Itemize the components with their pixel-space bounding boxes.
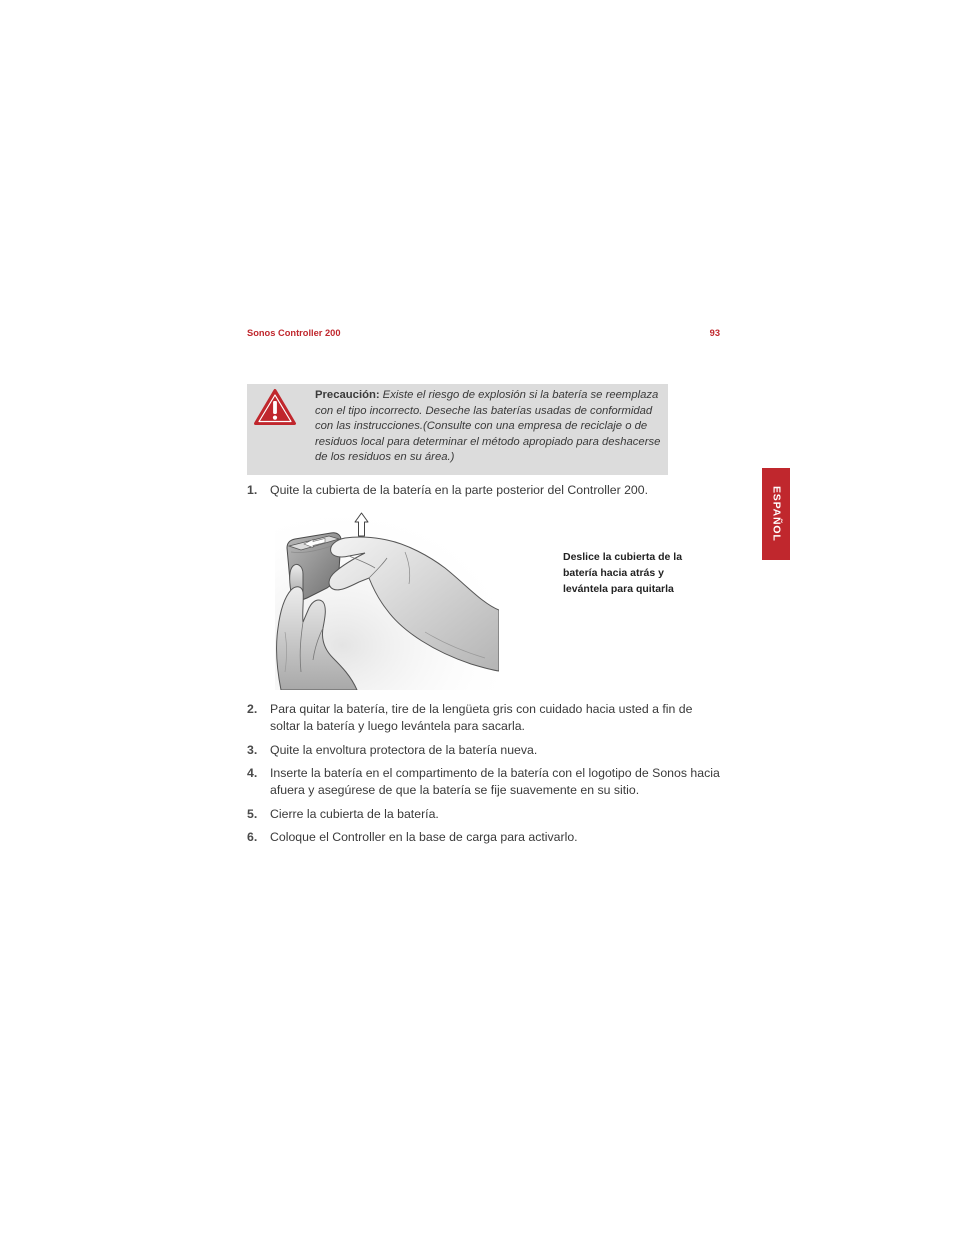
battery-cover-illustration xyxy=(275,512,499,690)
caution-line-text: Existe el riesgo de explosión si la batería se reemplaza xyxy=(382,389,659,401)
step-text-line: Para quitar la batería, tire de la lengüeta gris con cuidado hacia usted a fin de xyxy=(270,701,693,716)
step-text-line: Inserte la batería en el compartimento de la batería con el logotipo de Sonos hacia xyxy=(270,765,720,780)
running-header-title: Sonos Controller 200 xyxy=(247,328,341,338)
step-text xyxy=(270,829,578,846)
figure-caption xyxy=(563,549,682,597)
step-text xyxy=(270,742,537,759)
caution-label: Precaución: xyxy=(315,389,380,401)
caption-line: levántela para quitarla xyxy=(563,583,674,595)
caution-line: residuos local para determinar el método apropiado para deshacerse xyxy=(315,435,661,448)
step-number: 4. xyxy=(247,765,258,780)
language-tab-label: ESPAÑOL xyxy=(770,486,783,542)
step-number: 6. xyxy=(247,829,258,844)
caption-line: batería hacia atrás y xyxy=(563,567,664,579)
caution-text xyxy=(315,388,660,466)
language-tab xyxy=(762,468,790,560)
caution-line: con el tipo incorrecto. Deseche las baterías usadas de conformidad xyxy=(315,404,653,417)
step-text-line: Cierre la cubierta de la batería. xyxy=(270,806,439,821)
step-text-line: soltar la batería y luego levántela para sacarla. xyxy=(270,718,525,733)
caution-line xyxy=(315,388,660,404)
step-text-line: Coloque el Controller en la base de carga para activarlo. xyxy=(270,829,578,844)
caption-line: Deslice la cubierta de la xyxy=(563,551,683,563)
step-text-line: Quite la cubierta de la batería en la parte posterior del Controller 200. xyxy=(270,483,649,497)
step-number: 1. xyxy=(247,483,258,497)
warning-icon xyxy=(253,388,297,426)
step-text-line: Quite la envoltura protectora de la batería nueva. xyxy=(270,742,538,757)
caution-box xyxy=(247,384,668,475)
step-text xyxy=(270,765,720,799)
step-number: 3. xyxy=(247,742,258,757)
step-text xyxy=(270,806,439,823)
step-text-line: afuera y asegúrese de que la batería se fije suavemente en su sitio. xyxy=(270,782,640,797)
step-number: 5. xyxy=(247,806,258,821)
step-number: 2. xyxy=(247,701,258,716)
step-text xyxy=(270,482,648,499)
caution-line: con las instrucciones.(Consulte con una empresa de reciclaje o de xyxy=(315,420,648,432)
page-number: 93 xyxy=(709,328,720,338)
caution-line: de los residuos en su área.) xyxy=(315,451,455,463)
step-text xyxy=(270,701,692,735)
